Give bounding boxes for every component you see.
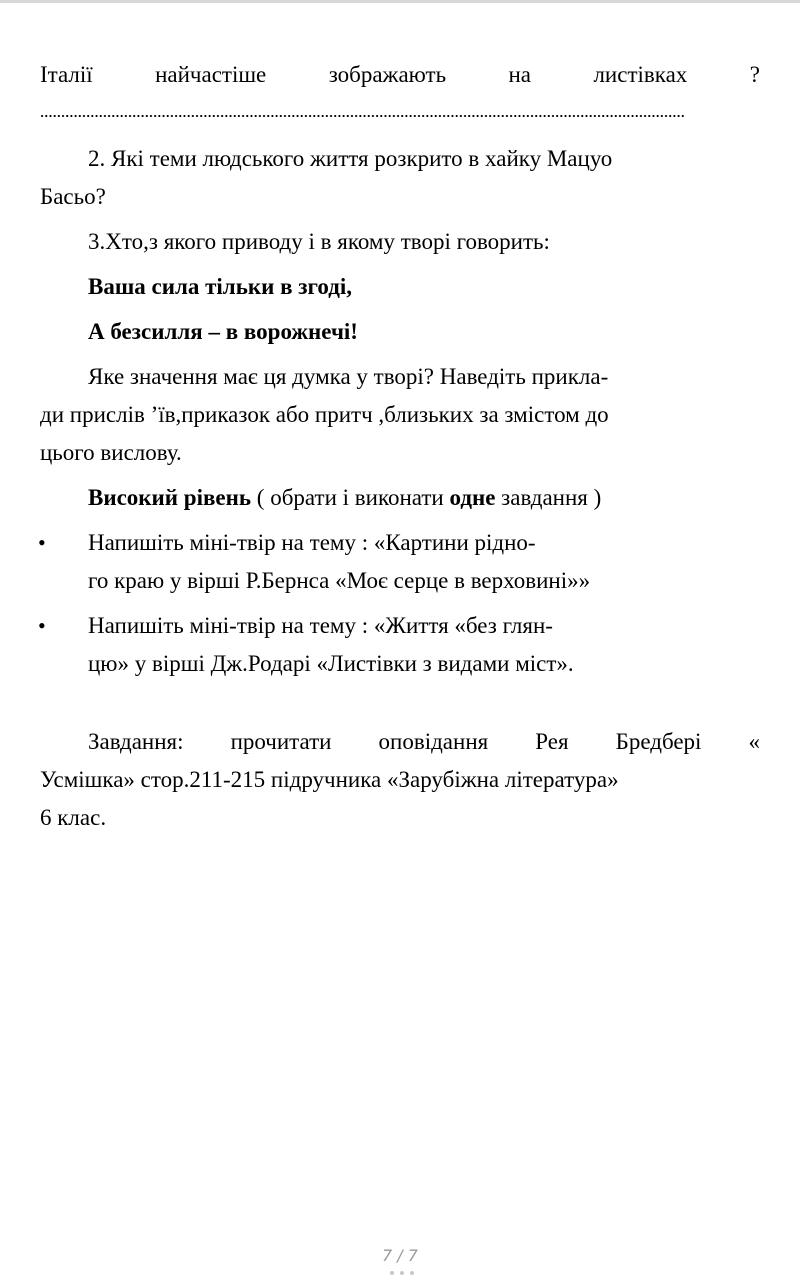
word: Італії <box>40 62 93 87</box>
assignment-line3: 6 клас. <box>40 805 107 830</box>
paragraph-line2: ди прислів ’їв,приказок або притч ,близьких за змістом до <box>40 402 609 427</box>
task2-line2: цю» у вірші Дж.Родарі «Листівки з видами міст». <box>88 651 574 676</box>
high-level-text-a: ( обрати і виконати <box>251 485 450 510</box>
word: прочитати <box>230 729 332 754</box>
word: Рея <box>535 729 569 754</box>
question2-line2: Басьо? <box>40 184 106 209</box>
high-level-label: Високий рівень <box>88 485 252 510</box>
bullet-icon: • <box>38 530 46 555</box>
task2-line1: Напишіть міні-твір на тему : «Життя «без глян- <box>88 613 553 638</box>
task1-line1: Напишіть міні-твір на тему : «Картини рідно- <box>88 530 536 555</box>
answer-dotted-line <box>40 104 684 120</box>
quote-line2: А безсилля – в ворожнечі! <box>88 319 358 344</box>
word: найчастіше <box>155 62 267 87</box>
task1-line2: го краю у вірші Р.Бернса «Моє серце в верховині»» <box>88 568 591 593</box>
word: Бредбері <box>615 729 702 754</box>
word: оповідання <box>378 729 489 754</box>
top-divider <box>0 0 800 3</box>
page-indicator: 7 / 7 <box>382 1246 418 1265</box>
bullet-icon: • <box>38 613 46 638</box>
word: на <box>508 62 532 87</box>
question2-line1: 2. Які теми людського життя розкрито в хайку Мацуо <box>88 146 613 171</box>
quote-line1: Ваша сила тільки в згоді, <box>88 274 353 299</box>
assignment-line1 <box>88 727 760 757</box>
assignment-line2: Усмішка» стор.211-215 підручника «Зарубіжна література» <box>40 767 619 792</box>
high-level-bold-word: одне <box>449 485 496 510</box>
word: Завдання: <box>88 729 184 754</box>
paragraph-line3: цього вислову. <box>40 440 182 465</box>
page-dots-icon <box>390 1271 414 1277</box>
word: ? <box>749 62 760 87</box>
question3: 3.Хто,з якого приводу і в якому творі говорить: <box>88 229 550 254</box>
high-level-text-b: завдання ) <box>495 485 602 510</box>
paragraph-line1: Яке значення має ця думка у творі? Наведіть прикла- <box>88 364 609 389</box>
word: листівках <box>593 62 688 87</box>
high-level-heading <box>88 483 601 513</box>
question1-line <box>40 60 760 90</box>
word: зображають <box>328 62 447 87</box>
word: « <box>748 729 760 754</box>
